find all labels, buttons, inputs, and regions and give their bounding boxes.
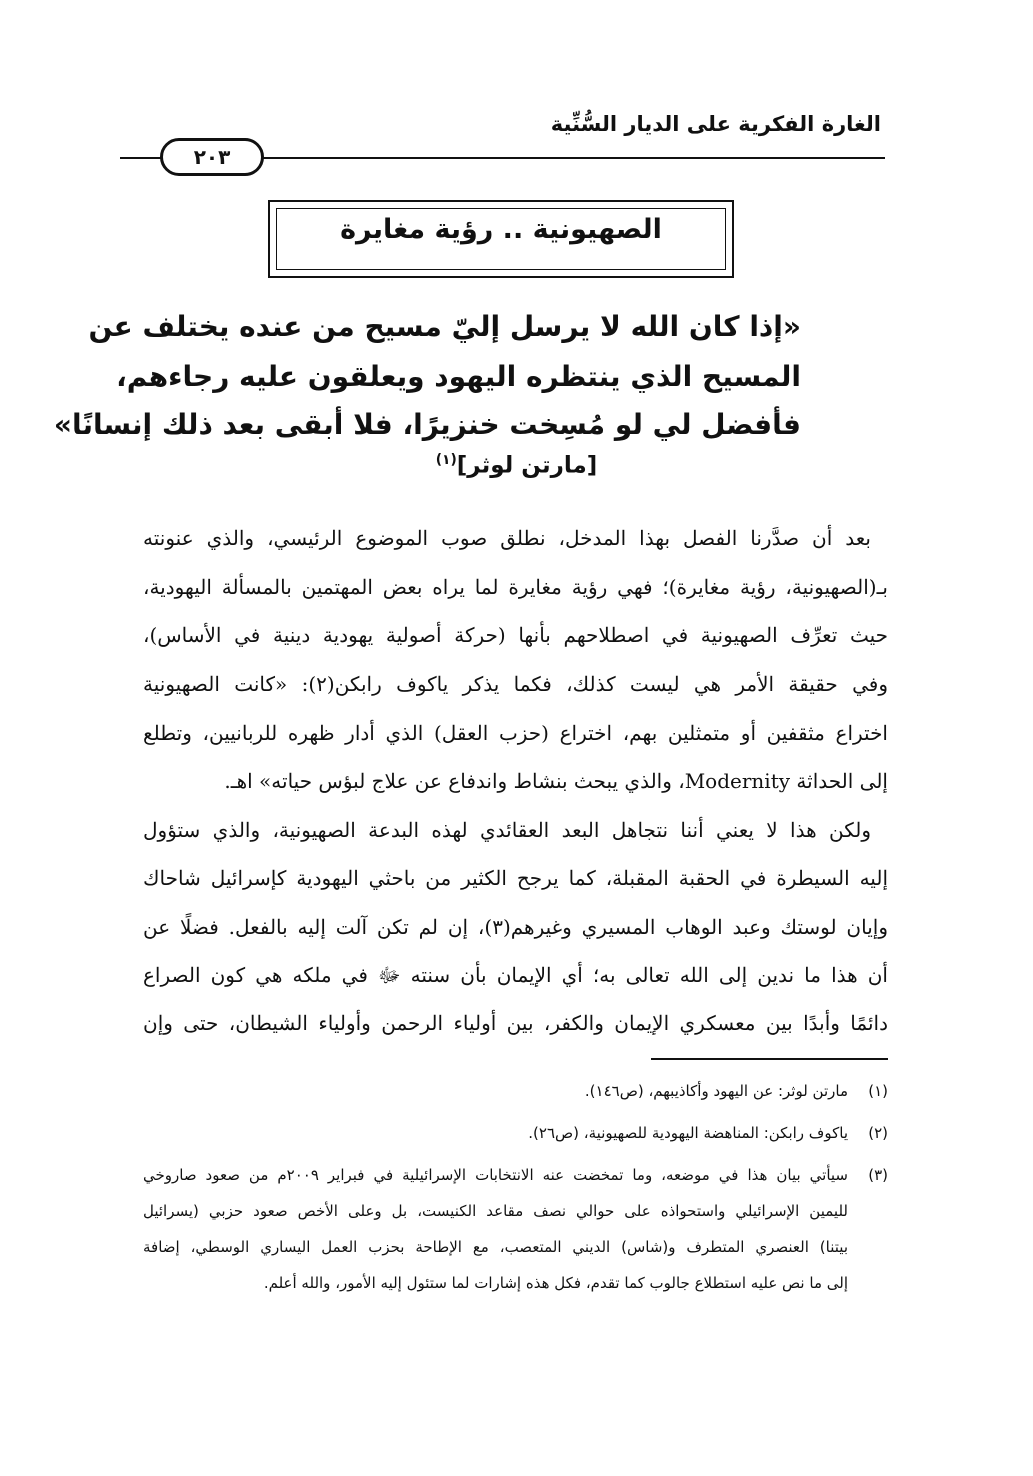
footnote-number: (٢)	[868, 1124, 888, 1142]
footnote	[143, 1121, 888, 1145]
footnote-continuation: إلى ما نص عليه استطلاع جالوب كما تقدم، فكل هذه إشارات لما ستئول إليه الأمور، والله أعلم.	[263, 1274, 848, 1292]
footnote-text: سيأتي بيان هذا في موضعه، وما تمخضت عنه الانتخابات الإسرائيلية في فبراير ٢٠٠٩م من صعود صاروخي	[143, 1166, 849, 1184]
body-line: اختراع مثقفين أو متمثلين بهم، اختراع (حزب العقل) الذي أدار ظهره للربانيين، وتطلع	[143, 721, 888, 745]
body-line: وفي حقيقة الأمر هي ليست كذلك، فكما يذكر ياكوف رابكن(٢): «كانت الصهيونية	[143, 672, 889, 696]
body-line: بعد أن صدَّرنا الفصل بهذا المدخل، نطلق صوب الموضوع الرئيسي، والذي عنونته	[143, 526, 871, 550]
body-line: وإيان لوستك وعبد الوهاب المسيري وغيرهم(٣)، إن لم تكن آلت إليه بالفعل. فضلًا عن	[143, 915, 888, 939]
footnote-ref: (١)	[435, 452, 457, 468]
footnote-number: (٣)	[868, 1166, 888, 1184]
epigraph-line: فأفضل لي لو مُسِخت خنزيرًا، فلا أبقى بعد ذلك إنسانًا»	[53, 408, 801, 441]
footnote-text: مارتن لوثر: عن اليهود وأكاذيبهم، (ص١٤٦).	[584, 1082, 848, 1100]
epigraph-source-name: [مارتن لوثر]	[456, 452, 598, 479]
footnote	[143, 1079, 888, 1103]
footnote-continuation: لليمين الإسرائيلي واستحواذه على حوالي نصف مقاعد الكنيست، بل وعلى الأخص صعود حزبي (يسرائيل	[143, 1202, 848, 1220]
body-line: حيث تعرِّف الصهيونية في اصطلاحهم بأنها (حركة أصولية يهودية دينية في الأساس)،	[143, 623, 889, 647]
epigraph-line: «إذا كان الله لا يرسل إليّ مسيح من عنده يختلف عن	[88, 310, 801, 343]
body-line: بـ(الصهيونية، رؤية مغايرة)؛ فهي رؤية مغايرة لما يراه بعض المهتمين بالمسألة اليهودية،	[143, 575, 888, 599]
epigraph-line: المسيح الذي ينتظره اليهود ويعلقون عليه رجاءهم،	[116, 360, 801, 393]
body-line: أن هذا ما ندين إلى الله تعالى به؛ أي الإيمان بأن سنته ﷻ في ملكه هي كون الصراع	[143, 963, 888, 987]
epigraph-source	[0, 452, 1033, 479]
footnote-continuation: بيتنا) العنصري المتطرف و(شاس) الديني المتعصب، مع الإطاحة بحزب العمل اليساري الوسطي، إضافة	[143, 1238, 848, 1256]
body-line: ولكن هذا لا يعني أننا نتجاهل البعد العقائدي لهذه البدعة الصهيونية، والذي ستؤول	[143, 818, 871, 842]
footnote	[143, 1163, 888, 1187]
running-header-title: الغارة الفكرية على الديار السُّنِّية	[550, 112, 881, 136]
body-line: إلى الحداثة Modernity، والذي يبحث بنشاط واندفاع عن علاج لبؤس حياته» اهـ.	[224, 769, 888, 793]
body-line: إليه السيطرة في الحقبة المقبلة، كما يرجح الكثير من باحثي اليهودية كإسرائيل شاحاك	[143, 866, 888, 890]
chapter-title: الصهيونية .. رؤية مغايرة	[340, 214, 662, 245]
footnote-number: (١)	[868, 1082, 888, 1100]
body-line: دائمًا وأبدًا بين معسكري الإيمان والكفر، بين أولياء الرحمن وأولياء الشيطان، حتى وإن	[143, 1011, 888, 1035]
footnote-rule	[651, 1058, 888, 1060]
page-number-badge: ٢٠٣	[160, 138, 264, 176]
footnote-text: ياكوف رابكن: المناهضة اليهودية للصهيونية، (ص٢٦).	[528, 1124, 848, 1142]
